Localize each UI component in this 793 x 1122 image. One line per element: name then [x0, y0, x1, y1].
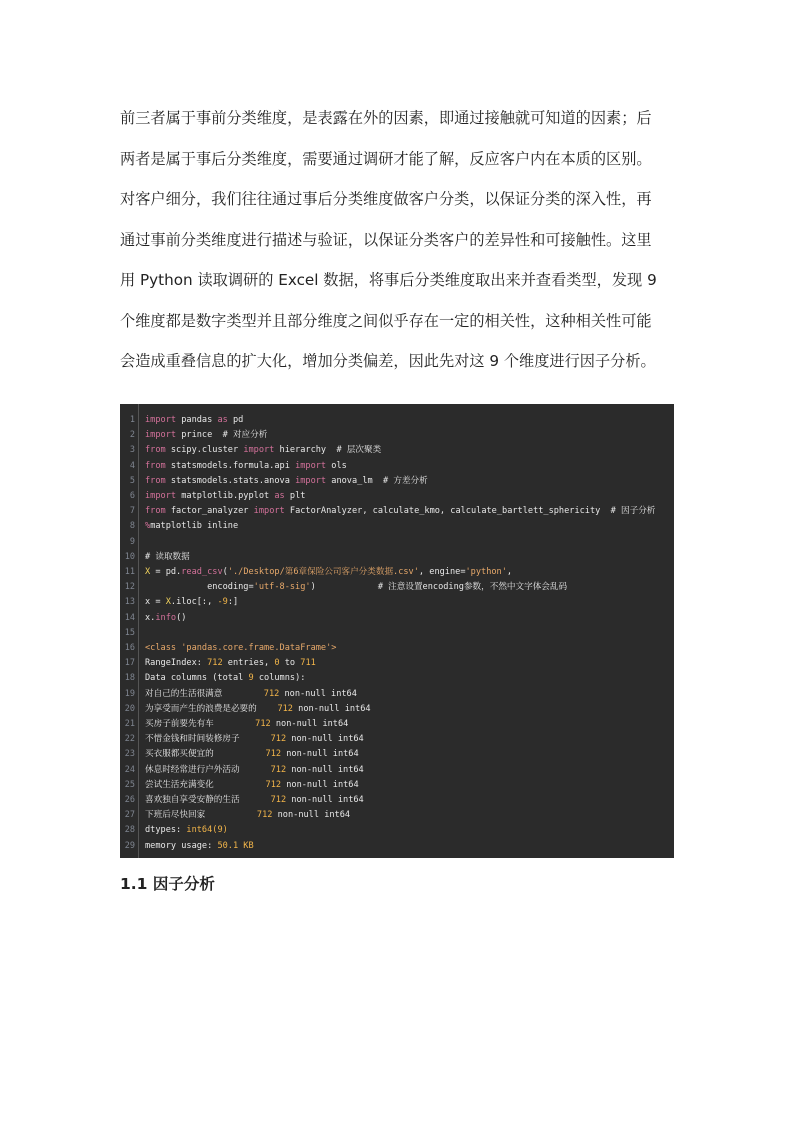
keyword: import — [145, 430, 177, 441]
line-number: 12 — [124, 582, 135, 593]
output-class: <class 'pandas.core.frame.DataFrame'> — [145, 643, 337, 653]
number: 9 — [248, 673, 254, 684]
code-text: .iloc[:, — [170, 597, 218, 608]
code-text: non-null int64 — [270, 719, 349, 729]
line-number: 25 — [124, 779, 135, 790]
code-text: prince # 对应分析 — [176, 430, 268, 441]
line-number: 3 — [129, 445, 135, 456]
code-text: ols — [326, 460, 347, 471]
number: 0 — [274, 658, 280, 669]
line-number: 19 — [124, 688, 135, 699]
number: 712 — [277, 703, 293, 714]
number: 712 — [270, 734, 287, 745]
number: 712 — [263, 688, 280, 699]
code-block — [120, 404, 674, 858]
paragraph-line: 前三者属于事前分类维度，是表露在外的因素，即通过接触就可知道的因素；后 — [120, 109, 652, 127]
paragraph-line: 对客户细分，我们往往通过事后分类维度做客户分类，以保证分类的深入性，再 — [120, 190, 652, 208]
column-name: 下班后尽快回家 — [145, 810, 206, 821]
number: 712 — [207, 658, 223, 669]
code-line — [120, 443, 674, 458]
line-number: 5 — [129, 475, 135, 486]
code-line — [120, 519, 674, 534]
keyword: import — [145, 491, 177, 501]
line-number: 2 — [129, 430, 135, 441]
code-line — [120, 687, 674, 702]
code-text: non-null int64 — [292, 703, 371, 714]
line-number: 1 — [129, 415, 135, 425]
comment: # 读取数据 — [145, 551, 190, 562]
string: 'utf-8-sig' — [253, 582, 311, 593]
keyword: import — [253, 506, 285, 517]
keyword: from — [145, 445, 166, 456]
code-text: = pd. — [150, 567, 182, 577]
line-number: 7 — [129, 506, 135, 517]
code-line — [120, 778, 674, 793]
line-number: 6 — [129, 491, 135, 501]
line-number: 9 — [129, 536, 135, 547]
code-line — [120, 565, 674, 580]
code-text: plt — [284, 491, 306, 501]
keyword: as — [274, 491, 285, 501]
code-text: Data columns (total — [145, 673, 249, 684]
code-text: ( — [222, 567, 228, 577]
code-text: , engine= — [418, 567, 466, 577]
code-text: hierarchy # 层次聚类 — [274, 445, 382, 456]
code-line — [120, 611, 674, 626]
column-name: 喜欢独自享受安静的生活 — [145, 795, 240, 805]
number: 711 — [300, 658, 316, 669]
magic-prefix: % — [145, 521, 151, 532]
column-name: 买衣服都买便宜的 — [145, 749, 214, 760]
code-text: x = — [145, 597, 166, 608]
code-text: statsmodels.stats.anova — [165, 475, 296, 486]
number: 712 — [265, 779, 282, 790]
keyword: from — [145, 460, 166, 471]
code-line — [120, 626, 674, 641]
code-line — [120, 641, 674, 656]
code-text: non-null int64 — [281, 749, 359, 760]
code-line — [120, 504, 674, 519]
line-number: 4 — [129, 460, 135, 471]
code-text: () — [176, 612, 187, 623]
number: 712 — [270, 795, 287, 805]
code-text: , — [506, 567, 513, 577]
function-name: read_csv — [181, 567, 223, 577]
code-line — [120, 671, 674, 686]
column-name: 不惜金钱和时间装修房子 — [145, 734, 240, 745]
column-name: 为享受而产生的浪费是必要的 — [145, 703, 257, 714]
code-line — [120, 839, 674, 854]
code-text: pandas — [176, 415, 218, 425]
code-line — [120, 413, 674, 428]
code-line — [120, 656, 674, 671]
paragraph-line: 通过事前分类维度进行描述与验证，以保证分类客户的差异性和可接触性。这里 — [120, 230, 652, 249]
variable: X — [165, 597, 171, 608]
code-line — [120, 717, 674, 732]
code-text: factor_analyzer — [165, 506, 254, 517]
code-text: pd — [227, 415, 244, 425]
code-text: RangeIndex: — [145, 658, 208, 669]
line-number: 13 — [124, 597, 135, 608]
paragraph-line: 会造成重叠信息的扩大化，增加分类偏差，因此先对这 9 个维度进行因子分析。 — [120, 352, 656, 370]
code-text: x. — [145, 612, 156, 623]
code-text: dtypes: — [145, 825, 187, 836]
code-text: anova_lm # 方差分析 — [326, 475, 428, 486]
line-number: 16 — [124, 643, 135, 653]
code-line — [120, 702, 674, 717]
string: 'python' — [465, 567, 507, 577]
code-text: to — [279, 658, 301, 669]
code-text: ) # 注意设置encoding参数，不然中文字体会乱码 — [310, 582, 568, 593]
paragraph-line: 用 Python 读取调研的 Excel 数据，将事后分类维度取出来并查看类型，发现 9 — [120, 271, 657, 289]
line-number: 29 — [124, 840, 135, 851]
code-line — [120, 550, 674, 565]
code-text: non-null int64 — [286, 795, 364, 805]
variable: X — [145, 567, 151, 577]
keyword: from — [145, 475, 166, 486]
line-number: 10 — [124, 551, 135, 562]
line-number: 23 — [124, 749, 135, 760]
code-text: non-null int64 — [281, 779, 359, 790]
line-number: 20 — [124, 703, 135, 714]
code-line — [120, 732, 674, 747]
code-text: :] — [227, 597, 239, 608]
number: 50.1 KB — [217, 840, 254, 851]
column-name: 休息时经常进行户外活动 — [145, 764, 240, 775]
string: './Desktop/第6章保险公司客户分类数据.csv' — [227, 567, 419, 577]
code-text: scipy.cluster — [165, 445, 244, 456]
code-text: FactorAnalyzer, calculate_kmo, calculate_bartlett_sphericity # 因子分析 — [284, 506, 656, 517]
paragraph-line: 两者是属于事后分类维度，需要通过调研才能了解，反应客户内在本质的区别。 — [120, 149, 652, 168]
line-number: 11 — [124, 567, 135, 577]
code-text: memory usage: — [145, 840, 218, 851]
code-line — [120, 793, 674, 808]
code-text: matplotlib.pyplot — [176, 491, 275, 501]
code-text: columns): — [253, 673, 306, 684]
code-text: non-null int64 — [279, 688, 357, 699]
column-name: 尝试生活充满变化 — [145, 779, 214, 790]
function-name: info — [155, 612, 177, 623]
line-number: 26 — [124, 795, 135, 805]
code-line — [120, 489, 674, 504]
code-line — [120, 474, 674, 489]
column-name: 买房子前要先有车 — [145, 719, 214, 729]
body-paragraph — [120, 98, 676, 382]
line-number: 27 — [124, 810, 135, 821]
column-name: 对自己的生活很满意 — [145, 688, 223, 699]
keyword: import — [295, 460, 327, 471]
line-number: 18 — [124, 673, 135, 684]
line-number: 28 — [124, 825, 135, 836]
line-number: 14 — [124, 612, 135, 623]
keyword: import — [243, 445, 275, 456]
line-number: 17 — [124, 658, 135, 669]
number: 712 — [255, 719, 271, 729]
line-number: 8 — [129, 521, 135, 532]
code-text: non-null int64 — [272, 810, 351, 821]
paragraph-line: 个维度都是数字类型并且部分维度之间似乎存在一定的相关性，这种相关性可能 — [120, 311, 652, 330]
keyword: import — [145, 415, 177, 425]
number: 712 — [256, 810, 273, 821]
number: 712 — [270, 764, 287, 775]
code-text: non-null int64 — [286, 764, 364, 775]
code-line — [120, 580, 674, 595]
line-number: 24 — [124, 764, 135, 775]
keyword: import — [295, 475, 327, 486]
code-text: non-null int64 — [286, 734, 364, 745]
keyword: from — [145, 506, 166, 517]
code-line — [120, 595, 674, 610]
number: 712 — [265, 749, 282, 760]
line-number: 22 — [124, 734, 135, 745]
code-line — [120, 535, 674, 550]
code-text: statsmodels.formula.api — [165, 460, 296, 471]
number: int64(9) — [186, 825, 228, 836]
code-line — [120, 428, 674, 443]
code-line — [120, 763, 674, 778]
code-line — [120, 808, 674, 823]
code-text: matplotlib inline — [150, 521, 239, 532]
keyword: as — [217, 415, 228, 425]
line-number: 21 — [124, 719, 135, 729]
number: -9 — [217, 597, 228, 608]
code-line — [120, 459, 674, 474]
code-line — [120, 747, 674, 762]
code-text: encoding= — [145, 582, 254, 593]
code-line — [120, 823, 674, 838]
code-text: entries, — [222, 658, 275, 669]
line-number: 15 — [124, 627, 135, 638]
section-heading: 1.1 因子分析 — [120, 875, 215, 893]
